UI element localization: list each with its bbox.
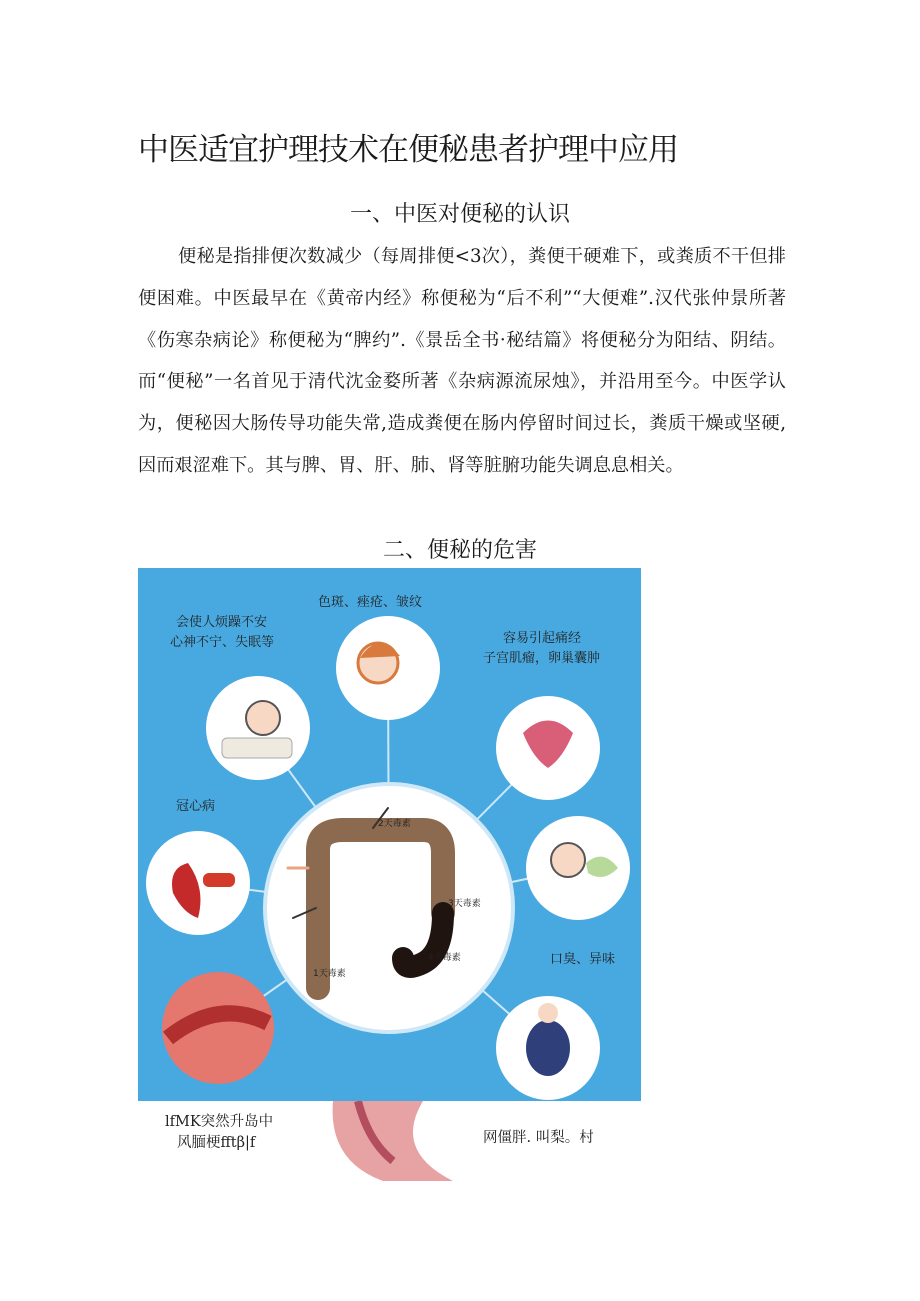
- label-upper-right-1: 容易引起痛经: [503, 631, 582, 646]
- figure-illustration: [138, 568, 641, 1101]
- label-upper-left-2: 心神不宁、失眠等: [170, 635, 275, 650]
- page-title: 中医适宜护理技术在便秘患者护理中应用: [138, 132, 678, 168]
- toxin-label-4: 4天毒素: [428, 953, 461, 963]
- caption-left-line-2: 风腼梗fftβ|f: [177, 1135, 256, 1151]
- rectum-icon: [333, 1101, 453, 1181]
- worried-face-icon: [246, 701, 280, 735]
- section-heading-2: 二、便秘的危害: [382, 538, 537, 563]
- label-top: 色斑、痤疮、皱纹: [318, 595, 423, 610]
- label-upper-left-1: 会使人烦躁不安: [176, 615, 268, 630]
- bed-icon: [222, 738, 292, 758]
- rectum-illustration: [273, 1101, 489, 1181]
- label-right: 口臭、异味: [550, 952, 616, 967]
- bad-breath-face-icon: [551, 843, 585, 877]
- caption-left-line-1: lfMK突然升岛中: [165, 1114, 274, 1130]
- label-left: 冠心病: [176, 799, 216, 814]
- constipation-harm-figure: [138, 568, 641, 1101]
- toxin-label-3: 3天毒素: [448, 899, 481, 909]
- paragraph-1: 便秘是指排便次数减少（每周排便<3次），粪便干硬难下，或粪质不干但排便困难。中医最早在《黄帝内经》称便秘为“后不利”“大便难”.汉代张仲景所著《伤寒杂病论》称便秘为“脾约”.《景岳全书·秘结篇》将便秘分为阳结、阴结。而“便秘”一名首见于清代沈金婺所著《杂病源流尿烛》，并沿用至今。中医学认为，便秘因大肠传导功能失常,造成粪便在肠内停留时间过长，粪质干燥或坚硬,因而艰涩难下。其与脾、胃、肝、肺、肾等脏腑功能失调息息相关。: [138, 246, 786, 476]
- toxin-label-2: 2天毒素: [378, 819, 411, 829]
- obese-head-icon: [538, 1003, 558, 1023]
- toxin-label-1: 1天毒素: [313, 969, 346, 979]
- body-text: [138, 236, 786, 487]
- obese-person-icon: [526, 1020, 570, 1076]
- figure-bottom-piece: [273, 1101, 489, 1181]
- artery-icon: [203, 873, 235, 887]
- label-upper-right-2: 子宫肌瘤，卵巢囊肿: [483, 651, 601, 666]
- section-heading-1: 一、中医对便秘的认识: [349, 202, 570, 227]
- caption-right: 网僵胖. 叫梨。村: [483, 1130, 594, 1146]
